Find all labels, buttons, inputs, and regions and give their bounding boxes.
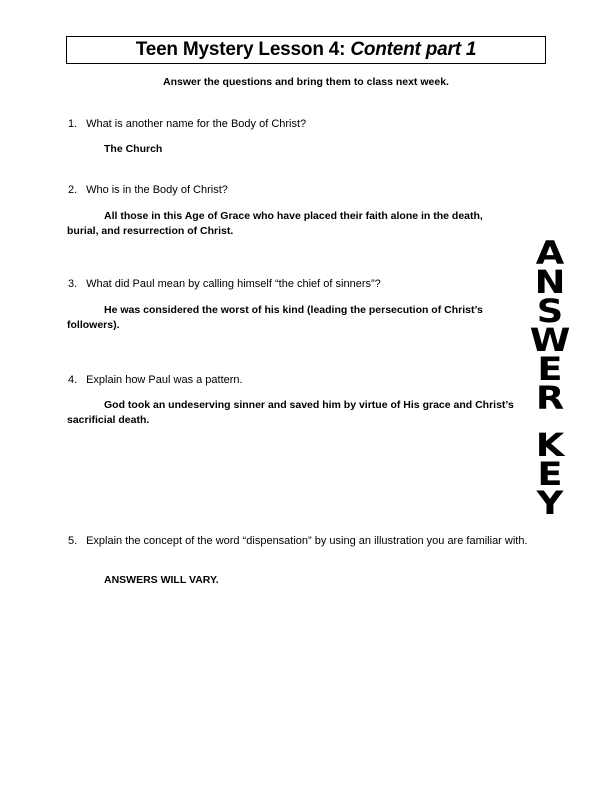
answer-key-letter: W [529, 321, 571, 359]
question-number: 3. [68, 278, 78, 290]
answer-key-vertical-word2 [524, 426, 576, 522]
answer-key-letter: E [537, 455, 563, 493]
instructions: Answer the questions and bring them to class next week. [163, 76, 449, 88]
answer-key-vertical-word1 [524, 234, 576, 417]
question-text: Who is in the Body of Christ? [86, 184, 228, 196]
question-2 [68, 183, 548, 197]
question-number: 5. [68, 535, 78, 547]
answer-key-letter: R [535, 379, 565, 417]
question-4 [68, 373, 548, 387]
question-text: What is another name for the Body of Christ? [86, 118, 307, 130]
answer-key-letter: A [535, 234, 565, 272]
lesson-title: Teen Mystery Lesson 4: [135, 39, 346, 60]
lesson-subtitle: Content part 1 [350, 39, 477, 60]
question-3 [68, 277, 548, 291]
answer-3: He was considered the worst of his kind (leading the persecution of Christ’s followers). [67, 304, 483, 331]
question-number: 2. [68, 184, 78, 196]
answer-4: God took an undeserving sinner and saved him by virtue of His grace and Christ’s sacrificial death. [67, 399, 514, 426]
question-1 [68, 117, 548, 131]
answer-2: All those in this Age of Grace who have placed their faith alone in the death, burial, and resurrection of Christ. [67, 210, 483, 237]
question-number: 4. [68, 374, 78, 386]
answer-5: ANSWERS WILL VARY. [104, 574, 219, 586]
question-text: Explain how Paul was a pattern. [86, 374, 243, 386]
question-number: 1. [68, 118, 78, 130]
answer-key-letter: Y [536, 484, 564, 522]
answer-key-letter: E [537, 350, 563, 388]
answer-key-letter: N [534, 263, 566, 301]
question-text: Explain the concept of the word “dispensation” by using an illustration you are familiar with. [86, 535, 528, 547]
question-5 [68, 534, 548, 548]
answer-key-letter: S [536, 292, 564, 330]
lesson-title-box [66, 36, 546, 64]
answer-key-letter: K [535, 426, 565, 464]
answer-1: The Church [104, 143, 163, 155]
question-text: What did Paul mean by calling himself “the chief of sinners”? [86, 278, 381, 290]
